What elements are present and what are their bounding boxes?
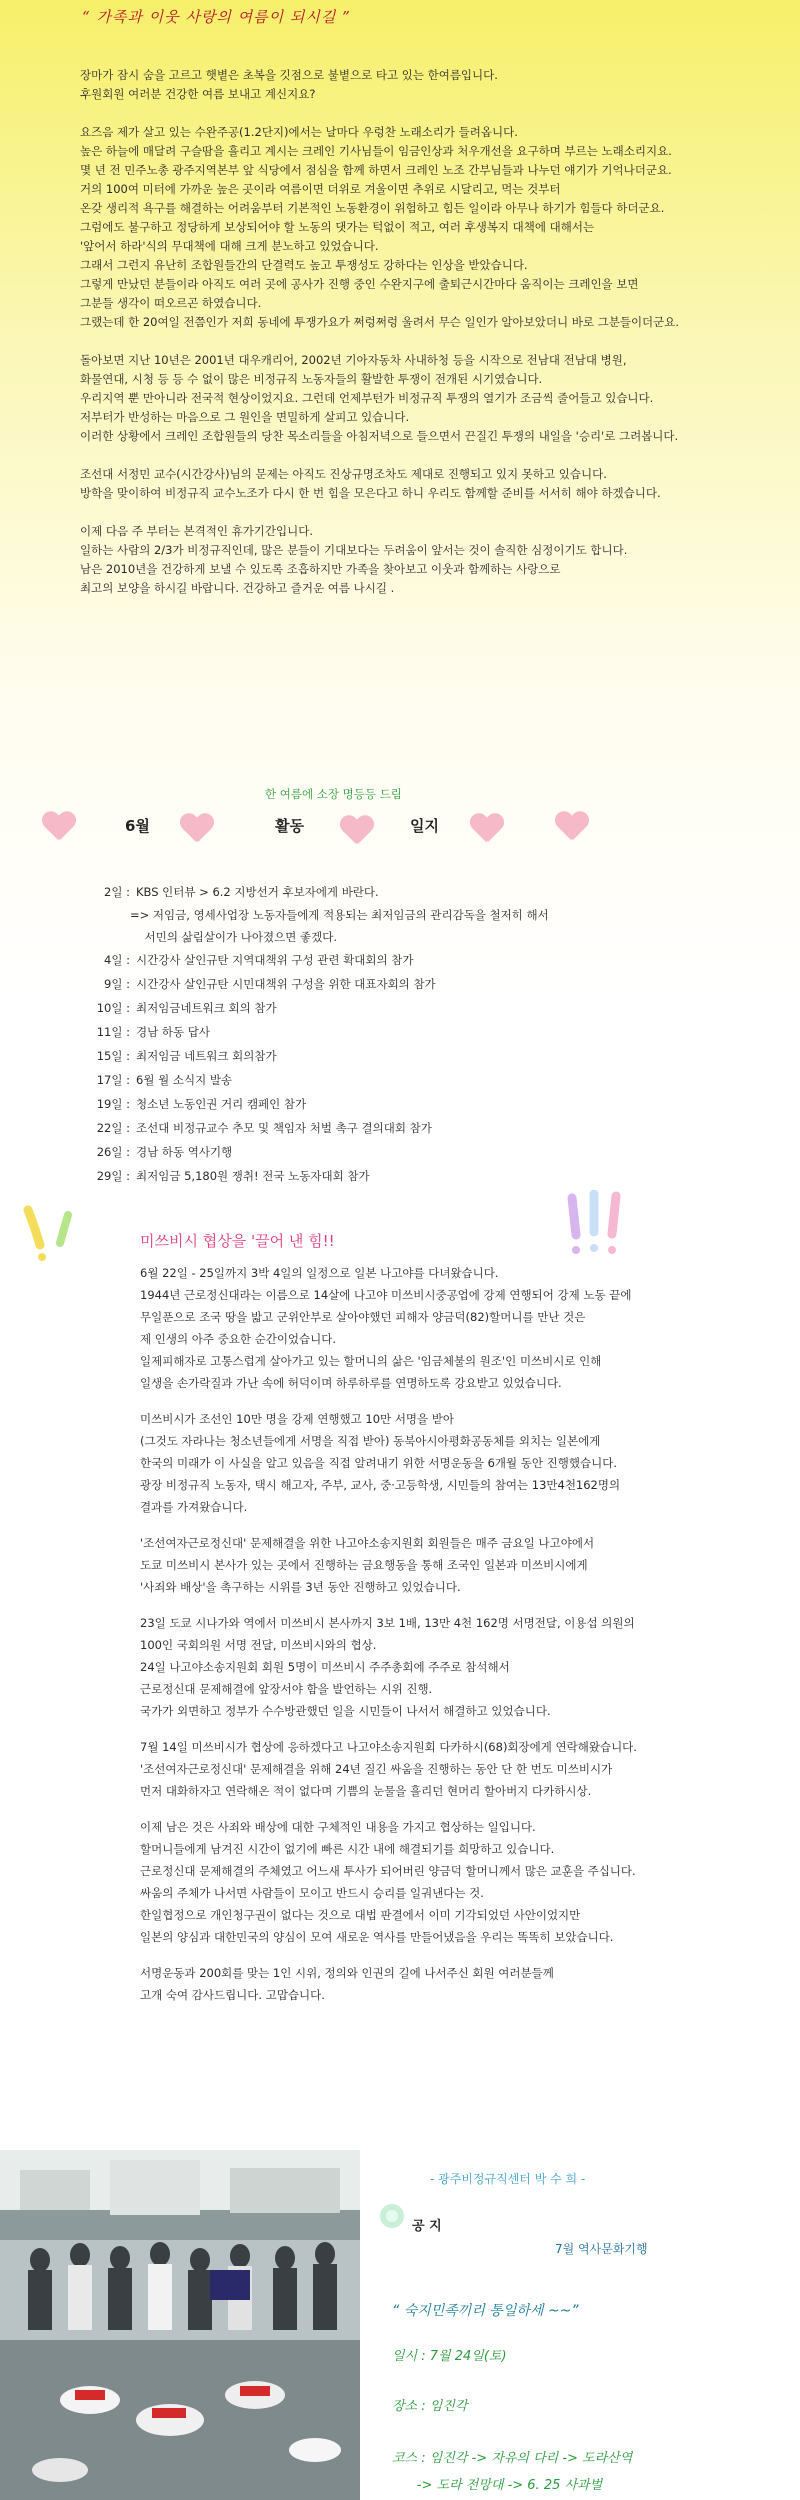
article-line: 서명운동과 200회를 맞는 1인 시위, 정의와 인권의 길에 나서주신 회원 여러분들께: [140, 1966, 554, 1980]
activity-schedule: [90, 880, 549, 1188]
article-line: '사죄와 배상'을 촉구하는 시위를 3년 동안 진행하고 있었습니다.: [140, 1580, 461, 1594]
schedule-item: [90, 926, 549, 948]
article-line: '조선여자근로정신대' 문제해결을 위해 24년 질긴 싸움을 진행하는 동안 단 한 번도 미쓰비시가: [140, 1762, 613, 1776]
schedule-item: [90, 880, 549, 904]
schedule-day: 11일 :: [96, 1025, 130, 1039]
intro-text: [80, 66, 792, 598]
article-line: 한국의 미래가 이 사실을 알고 있음을 직접 알려내기 위한 서명운동을 6개월 동안 진행했습니다.: [140, 1456, 617, 1470]
schedule-item: [90, 1020, 549, 1044]
article-line: 이제 남은 것은 사죄와 배상에 대한 구체적인 내용을 가지고 협상하는 일입니다.: [140, 1820, 536, 1834]
schedule-text: 최저임금 5,180원 쟁취! 전국 노동자대회 참가: [136, 1169, 370, 1183]
intro-line: 그랬는데 한 20여일 전쯤인가 저희 동네에 투쟁가요가 쩌렁쩌렁 울려서 무슨 일인가 알아보았더니 바로 그분들이더군요.: [80, 315, 680, 329]
schedule-item: [90, 1092, 549, 1116]
article-line: 23일 도쿄 시나가와 역에서 미쓰비시 본사까지 3보 1배, 13만 4천 162명 서명전달, 이용섭 의원의: [140, 1616, 635, 1630]
article-line: 100인 국회의원 서명 전달, 미쓰비시와의 협상.: [140, 1638, 377, 1652]
intro-line: [80, 446, 792, 465]
schedule-text: KBS 인터뷰 > 6.2 지방선거 후보자에게 바란다.: [136, 885, 379, 899]
article-line: 1944년 근로정신대라는 이름으로 14살에 나고야 미쓰비시중공업에 강제 연행되어 강제 노동 끝에: [140, 1288, 632, 1302]
intro-line: 이러한 상황에서 크레인 조합원들의 당찬 목소리들을 아침저녁으로 들으면서 끈질긴 투쟁의 내일을 '승리'로 그려봅니다.: [80, 429, 679, 443]
notice-date: 일시 : 7월 24일(토): [392, 2349, 507, 2364]
schedule-text: 경남 하동 답사: [136, 1025, 210, 1039]
schedule-text: 최저임금네트워크 회의 참가: [136, 1001, 277, 1015]
intro-line: 일하는 사람의 2/3가 비정규직인데, 많은 분들이 기대보다는 두려움이 앞서는 것이 솔직한 심정이기도 합니다.: [80, 543, 628, 557]
intro-line: 돌아보면 지난 10년은 2001년 대우캐리어, 2002년 기아자동차 사내하청 등을 시작으로 전남대 전남대 병원,: [80, 353, 627, 367]
intro-line: 그렇게 만났던 분들이라 아직도 여러 곳에 공사가 진행 중인 수완지구에 출퇴근시간마다 움직이는 크레인을 보면: [80, 277, 639, 291]
schedule-text: 청소년 노동인권 거리 캠페인 참가: [136, 1097, 307, 1111]
schedule-item: [90, 1068, 549, 1092]
schedule-day: 26일 :: [96, 1145, 130, 1159]
intro-line: '앞어서 하라'식의 무대책에 대해 크게 분노하고 있었습니다.: [80, 239, 379, 253]
intro-line: 그럼에도 불구하고 정당하게 보상되어야 할 노동의 댓가는 턱없이 적고, 여러 후생복지 대책에 대해서는: [80, 220, 595, 234]
article-line: 일본의 양심과 대한민국의 양심이 모여 새로운 역사를 만들어냈음을 우리는 똑똑히 보았습니다.: [140, 1930, 614, 1944]
paragraph-gap: [140, 1518, 790, 1532]
intro-line: 우리지역 뿐 만아니라 전국적 현상이었지요. 그런데 언제부턴가 비정규직 투쟁의 열기가 조금씩 줄어들고 있습니다.: [80, 391, 654, 405]
article-line: 먼저 대화하자고 연락해온 적이 없다며 기쁨의 눈물을 흘리던 현머리 할아버지 다카하시상.: [140, 1784, 592, 1798]
article-signature: - 광주비정규직센터 박 수 희 -: [430, 2172, 586, 2186]
intro-line: [80, 332, 792, 351]
notice-decoration: [372, 2196, 412, 2236]
article-line: 일생을 손가락질과 가난 속에 허덕이며 하루하루를 연명하도록 강요받고 있었습니다.: [140, 1376, 562, 1390]
mitsubishi-title: 미쓰비시 협상을 '끌어 낸 힘!!: [140, 1232, 335, 1250]
intro-line: 장마가 잠시 숨을 고르고 햇볕은 초복을 깃점으로 불볕으로 타고 있는 한여름입니다.: [80, 68, 498, 82]
article-line: 24일 나고야소송지원회 회원 5명이 미쓰비시 주주총회에 주주로 참석해서: [140, 1660, 510, 1674]
intro-line: 몇 년 전 민주노총 광주지역본부 앞 식당에서 점심을 함께 하면서 크레인 노조 간부님들과 나누던 얘기가 기억나더군요.: [80, 163, 672, 177]
schedule-header-month: 6월: [125, 817, 150, 835]
schedule-day: 17일 :: [96, 1073, 130, 1087]
schedule-item: [90, 1044, 549, 1068]
intro-line: 최고의 보양을 하시길 바랍니다. 건강하고 즐거운 여름 나시길 .: [80, 581, 395, 595]
schedule-subtitle: 한 여름에 소장 명등등 드림: [265, 787, 402, 801]
schedule-day: 15일 :: [96, 1049, 130, 1063]
paragraph-gap: [140, 1394, 790, 1408]
intro-line: 높은 하늘에 매달려 구슬땀을 흘리고 계시는 크레인 기사님들이 임금인상과 처우개선을 요구하며 부르는 노래소리지요.: [80, 144, 672, 158]
notice-course-line-2: -> 도라 전망대 -> 6. 25 사과벌: [392, 2478, 603, 2493]
protest-photo: [0, 2150, 360, 2500]
intro-line: 그래서 그런지 유난히 조합원들간의 단결력도 높고 투쟁성도 강하다는 인상을 받았습니다.: [80, 258, 528, 272]
article-line: 고개 숙여 감사드립니다. 고맙습니다.: [140, 1988, 325, 2002]
decoration-marks-left: [20, 1205, 90, 1265]
intro-line: 거의 100여 미터에 가까운 높은 곳이라 여름이면 더위로 겨울이면 추위로 시달리고, 먹는 것부터: [80, 182, 561, 196]
notice-subtitle: 7월 역사문화기행: [555, 2242, 648, 2256]
article-line: 일제피해자로 고통스럽게 살아가고 있는 할머니의 삶은 '임금체불의 원조'인 미쓰비시로 인해: [140, 1354, 602, 1368]
intro-line: 방학을 맞이하여 비정규직 교수노조가 다시 한 번 힘을 모은다고 하니 우리도 함께할 준비를 서서히 해야 하겠습니다.: [80, 486, 661, 500]
schedule-text: 조선대 비정규교수 추모 및 책임자 처벌 촉구 결의대회 참가: [136, 1121, 432, 1135]
article-line: 7월 14일 미쓰비시가 협상에 응하겠다고 나고야소송지원회 다카하시(68)회장에게 연락해왔습니다.: [140, 1740, 637, 1754]
intro-line: 그분들 생각이 떠오르곤 하였습니다.: [80, 296, 262, 310]
article-line: 근로정신대 문제해결에 앞장서야 함을 발언하는 시위 진행.: [140, 1682, 433, 1696]
article-line: 할머니들에게 남겨진 시간이 없기에 빠른 시간 내에 해결되기를 희망하고 있습니다.: [140, 1842, 555, 1856]
schedule-day: 19일 :: [96, 1097, 130, 1111]
paragraph-gap: [140, 1722, 790, 1736]
schedule-header-log: 일지: [410, 817, 439, 835]
schedule-day: 10일 :: [96, 1001, 130, 1015]
schedule-day: 4일 :: [104, 953, 130, 967]
intro-line: 조선대 서정민 교수(시간강사)님의 문제는 아직도 진상규명조차도 제대로 진행되고 있지 못하고 있습니다.: [80, 467, 607, 481]
schedule-text: 시간강사 살인규탄 지역대책위 구성 관련 확대회의 참가: [136, 953, 414, 967]
heart-icon: [470, 814, 504, 844]
notice-course-line-1: 코스 : 임진각 -> 자유의 다리 -> 도라산역: [392, 2451, 633, 2466]
intro-line: 화물연대, 시청 등 등 수 없이 많은 비정규직 노동자들의 활발한 투쟁이 전개된 시기였습니다.: [80, 372, 543, 386]
heart-icon: [42, 812, 76, 842]
schedule-text: 서민의 삶림살이가 나아졌으면 좋겠다.: [130, 930, 337, 944]
paragraph-gap: [140, 1802, 790, 1816]
newsletter-title: “ 가족과 이웃 사랑의 여름이 되시길 ”: [82, 8, 351, 26]
article-line: 무일푼으로 조국 땅을 밟고 군위안부로 살아야했던 피해자 양금덕(82)할머니를 만난 것은: [140, 1310, 586, 1324]
schedule-item: [90, 996, 549, 1020]
intro-line: 이제 다음 주 부터는 본격적인 휴가기간입니다.: [80, 524, 314, 538]
schedule-day: 29일 :: [96, 1169, 130, 1183]
schedule-item: [90, 1164, 549, 1188]
article-line: 제 인생의 아주 중요한 순간이었습니다.: [140, 1332, 337, 1346]
article-line: 싸움의 주체가 나서면 사람들이 모이고 반드시 승리를 일궈낸다는 것.: [140, 1886, 484, 1900]
heart-icon: [555, 812, 589, 842]
article-line: 한일협정으로 개인청구권이 없다는 것으로 대법 판결에서 이미 기각되었던 사안이었지만: [140, 1908, 581, 1922]
schedule-day: 22일 :: [96, 1121, 130, 1135]
schedule-header-activity: 활동: [275, 817, 304, 835]
intro-line: 요즈음 제가 살고 있는 수완주공(1.2단지)에서는 날마다 우렁찬 노래소리가 들려옵니다.: [80, 125, 518, 139]
schedule-item: [90, 1116, 549, 1140]
schedule-day: 2일 :: [104, 885, 130, 899]
article-line: 국가가 외면하고 정부가 수수방관했던 일을 시민들이 나서서 해결하고 있었습니다.: [140, 1704, 551, 1718]
intro-line: 온갖 생리적 욕구를 해결하는 어려움부터 기본적인 노동환경이 위험하고 힘든 일이라 아무나 하기가 힘들다 하더군요.: [80, 201, 665, 215]
article-line: 도쿄 미쓰비시 본사가 있는 곳에서 진행하는 금요행동을 통해 조국인 일본과 미쓰비시에게: [140, 1558, 588, 1572]
schedule-text: 6월 월 소식지 발송: [136, 1073, 233, 1087]
heart-icon: [180, 814, 214, 844]
paragraph-gap: [140, 1598, 790, 1612]
mitsubishi-article: [140, 1262, 790, 2006]
notice-headline: “ 숙지민족끼리 통일하세 ~~”: [392, 2303, 579, 2319]
intro-line: [80, 503, 792, 522]
schedule-text: 시간강사 살인규탄 시민대책위 구성을 위한 대표자회의 참가: [136, 977, 436, 991]
article-line: (그것도 자라나는 청소년들에게 서명을 직접 받아) 동북아시아평화공동체를 외치는 일본에게: [140, 1434, 601, 1448]
article-line: 6월 22일 - 25일까지 3박 4일의 일정으로 일본 나고야를 다녀왔습니다.: [140, 1266, 499, 1280]
intro-line: 저부터가 반성하는 마음으로 그 원인을 면밀하게 살피고 있습니다.: [80, 410, 410, 424]
intro-line: [80, 104, 792, 123]
paragraph-gap: [140, 1948, 790, 1962]
decoration-marks-right: [560, 1190, 640, 1270]
schedule-day: 9일 :: [104, 977, 130, 991]
schedule-text: 최저임금 네트워크 회의참가: [136, 1049, 277, 1063]
schedule-text: => 저임금, 영세사업장 노동자들에게 적용되는 최저임금의 관리감독을 철저히 해서: [130, 908, 549, 922]
notice-title: 공 지: [412, 2219, 442, 2234]
intro-line: 남은 2010년을 건강하게 보낼 수 있도록 조흡하지만 가족을 찾아보고 이웃과 함께하는 사랑으로: [80, 562, 561, 576]
heart-icon: [340, 816, 374, 846]
intro-line: 후원회원 여러분 건강한 여름 보내고 계신지요?: [80, 87, 316, 101]
article-line: 미쓰비시가 조선인 10만 명을 강제 연행했고 10만 서명을 받아: [140, 1412, 455, 1426]
schedule-item: [90, 904, 549, 926]
schedule-item: [90, 972, 549, 996]
schedule-text: 경남 하동 역사기행: [136, 1145, 233, 1159]
article-line: 광장 비정규직 노동자, 택시 해고자, 주부, 교사, 중·고등학생, 시민들의 참여는 13만4천162명의: [140, 1478, 621, 1492]
notice-place: 장소 : 임진각: [392, 2399, 468, 2414]
article-line: 근로정신대 문제해결의 주체였고 어느새 투사가 되어버린 양금덕 할머니께서 많은 교훈을 주십니다.: [140, 1864, 636, 1878]
article-line: '조선여자근로정신대' 문제해결을 위한 나고야소송지원회 회원들은 매주 금요일 나고야에서: [140, 1536, 595, 1550]
article-line: 결과를 가져왔습니다.: [140, 1500, 248, 1514]
schedule-item: [90, 1140, 549, 1164]
schedule-item: [90, 948, 549, 972]
